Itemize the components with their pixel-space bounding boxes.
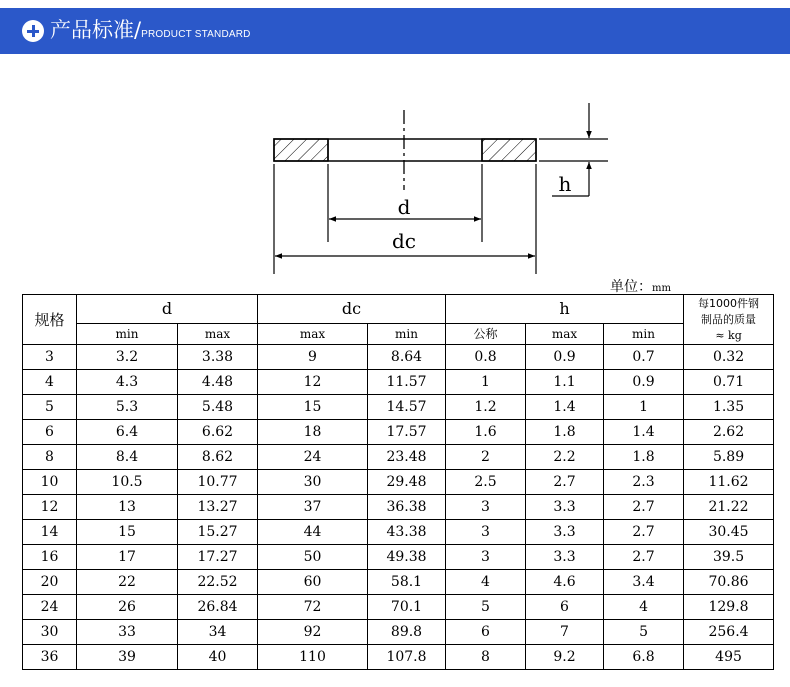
cell-h-nominal: 1.6	[446, 420, 526, 445]
cell-weight: 495	[684, 645, 774, 670]
cell-h-max: 3.3	[526, 495, 604, 520]
cell-spec: 14	[23, 520, 77, 545]
cell-d-max: 26.84	[178, 595, 258, 620]
cell-spec: 24	[23, 595, 77, 620]
cell-h-nominal: 0.8	[446, 345, 526, 370]
cell-weight: 21.22	[684, 495, 774, 520]
cell-weight: 5.89	[684, 445, 774, 470]
table-row	[23, 395, 774, 420]
cell-h-max: 1.1	[526, 370, 604, 395]
sub-header-h-nominal: 公称	[446, 324, 526, 345]
table-row	[23, 445, 774, 470]
cell-dc-min: 36.38	[368, 495, 446, 520]
cell-dc-max: 60	[258, 570, 368, 595]
cell-d-max: 6.62	[178, 420, 258, 445]
cell-spec: 20	[23, 570, 77, 595]
cell-dc-min: 49.38	[368, 545, 446, 570]
table-row	[23, 620, 774, 645]
cell-dc-min: 70.1	[368, 595, 446, 620]
cell-h-nominal: 1	[446, 370, 526, 395]
cell-h-nominal: 4	[446, 570, 526, 595]
cell-weight: 70.86	[684, 570, 774, 595]
cell-h-min: 3.4	[604, 570, 684, 595]
cell-d-max: 3.38	[178, 345, 258, 370]
cell-dc-min: 89.8	[368, 620, 446, 645]
cell-d-max: 5.48	[178, 395, 258, 420]
cell-h-min: 4	[604, 595, 684, 620]
cell-h-max: 2.2	[526, 445, 604, 470]
cell-dc-max: 18	[258, 420, 368, 445]
cell-spec: 6	[23, 420, 77, 445]
cell-d-min: 39	[77, 645, 178, 670]
cell-h-min: 1	[604, 395, 684, 420]
cell-dc-max: 24	[258, 445, 368, 470]
cell-spec: 12	[23, 495, 77, 520]
cell-d-min: 3.2	[77, 345, 178, 370]
cell-h-min: 1.8	[604, 445, 684, 470]
cell-h-nominal: 2	[446, 445, 526, 470]
cell-weight: 2.62	[684, 420, 774, 445]
cell-h-max: 3.3	[526, 545, 604, 570]
cell-dc-min: 23.48	[368, 445, 446, 470]
cell-spec: 30	[23, 620, 77, 645]
cell-h-nominal: 3	[446, 520, 526, 545]
cell-dc-max: 30	[258, 470, 368, 495]
cell-dc-min: 107.8	[368, 645, 446, 670]
sub-header-dc-min: min	[368, 324, 446, 345]
cell-weight: 0.32	[684, 345, 774, 370]
unit-value: mm	[652, 283, 671, 294]
cell-d-max: 17.27	[178, 545, 258, 570]
cell-dc-min: 58.1	[368, 570, 446, 595]
sub-header-d-min: min	[77, 324, 178, 345]
cell-d-max: 15.27	[178, 520, 258, 545]
cell-h-max: 9.2	[526, 645, 604, 670]
cell-weight: 129.8	[684, 595, 774, 620]
dimension-lines	[275, 103, 589, 256]
cell-d-max: 40	[178, 645, 258, 670]
weight-header-line2: 制品的质量	[701, 312, 757, 326]
cell-h-max: 4.6	[526, 570, 604, 595]
cell-spec: 10	[23, 470, 77, 495]
cell-d-min: 6.4	[77, 420, 178, 445]
cell-spec: 36	[23, 645, 77, 670]
group-dc-header: dc	[258, 295, 446, 324]
table-row	[23, 470, 774, 495]
label-d: d	[397, 195, 411, 219]
cell-weight: 11.62	[684, 470, 774, 495]
cell-h-max: 7	[526, 620, 604, 645]
cell-dc-max: 72	[258, 595, 368, 620]
table-row	[23, 495, 774, 520]
unit-label	[610, 276, 671, 296]
header-row-1	[23, 295, 774, 324]
cell-d-min: 8.4	[77, 445, 178, 470]
cell-h-max: 1.4	[526, 395, 604, 420]
table-row	[23, 520, 774, 545]
weight-header-unit: ≈ kg	[715, 328, 742, 342]
cell-h-max: 1.8	[526, 420, 604, 445]
cell-d-min: 5.3	[77, 395, 178, 420]
spec-table	[22, 294, 774, 670]
cell-d-min: 33	[77, 620, 178, 645]
cell-spec: 16	[23, 545, 77, 570]
cell-weight: 39.5	[684, 545, 774, 570]
cell-dc-max: 12	[258, 370, 368, 395]
cell-d-min: 17	[77, 545, 178, 570]
weight-header-line1: 每1000件钢	[698, 296, 760, 310]
washer-section	[274, 139, 536, 161]
cell-dc-min: 8.64	[368, 345, 446, 370]
cell-h-max: 3.3	[526, 520, 604, 545]
banner-title-cn: 产品标准/	[50, 18, 142, 42]
cell-h-min: 0.7	[604, 345, 684, 370]
cell-h-max: 2.7	[526, 470, 604, 495]
table-row	[23, 370, 774, 395]
cell-d-min: 13	[77, 495, 178, 520]
cell-d-max: 10.77	[178, 470, 258, 495]
cell-d-min: 26	[77, 595, 178, 620]
cell-dc-max: 92	[258, 620, 368, 645]
cell-h-nominal: 3	[446, 495, 526, 520]
sub-header-h-max: max	[526, 324, 604, 345]
cell-h-min: 2.3	[604, 470, 684, 495]
cell-d-min: 15	[77, 520, 178, 545]
cell-weight: 30.45	[684, 520, 774, 545]
cell-dc-min: 11.57	[368, 370, 446, 395]
sub-header-d-max: max	[178, 324, 258, 345]
cell-spec: 8	[23, 445, 77, 470]
cell-h-min: 2.7	[604, 520, 684, 545]
cell-h-nominal: 2.5	[446, 470, 526, 495]
table-row	[23, 420, 774, 445]
cell-d-max: 22.52	[178, 570, 258, 595]
col-spec-header: 规格	[23, 295, 77, 345]
cell-d-max: 4.48	[178, 370, 258, 395]
cell-h-min: 0.9	[604, 370, 684, 395]
cell-weight: 256.4	[684, 620, 774, 645]
cell-dc-max: 50	[258, 545, 368, 570]
cell-h-min: 5	[604, 620, 684, 645]
banner-title-en: PRODUCT STANDARD	[141, 29, 251, 40]
cell-h-max: 0.9	[526, 345, 604, 370]
cell-d-max: 13.27	[178, 495, 258, 520]
cell-d-min: 10.5	[77, 470, 178, 495]
cell-h-min: 1.4	[604, 420, 684, 445]
group-d-header: d	[77, 295, 258, 324]
cell-spec: 5	[23, 395, 77, 420]
cell-h-nominal: 8	[446, 645, 526, 670]
sub-header-dc-max: max	[258, 324, 368, 345]
cell-h-min: 2.7	[604, 495, 684, 520]
table-row	[23, 570, 774, 595]
table-row	[23, 645, 774, 670]
cell-dc-min: 29.48	[368, 470, 446, 495]
table-row	[23, 345, 774, 370]
washer-drawing	[0, 0, 790, 290]
cell-dc-min: 14.57	[368, 395, 446, 420]
cell-h-max: 6	[526, 595, 604, 620]
table-row	[23, 545, 774, 570]
cell-d-min: 22	[77, 570, 178, 595]
cell-dc-max: 9	[258, 345, 368, 370]
unit-text: 单位：	[610, 279, 652, 295]
cell-d-min: 4.3	[77, 370, 178, 395]
cell-h-nominal: 6	[446, 620, 526, 645]
cell-h-nominal: 1.2	[446, 395, 526, 420]
cell-h-nominal: 3	[446, 545, 526, 570]
cell-dc-max: 15	[258, 395, 368, 420]
cell-dc-max: 110	[258, 645, 368, 670]
cell-dc-max: 37	[258, 495, 368, 520]
cell-spec: 3	[23, 345, 77, 370]
cell-dc-min: 17.57	[368, 420, 446, 445]
cell-weight: 1.35	[684, 395, 774, 420]
cell-h-nominal: 5	[446, 595, 526, 620]
cell-h-min: 6.8	[604, 645, 684, 670]
sub-header-h-min: min	[604, 324, 684, 345]
label-h: h	[558, 172, 572, 196]
cell-dc-min: 43.38	[368, 520, 446, 545]
cell-dc-max: 44	[258, 520, 368, 545]
table-row	[23, 595, 774, 620]
cell-h-min: 2.7	[604, 545, 684, 570]
weight-header	[684, 295, 774, 345]
cell-spec: 4	[23, 370, 77, 395]
header-row-2	[23, 324, 774, 345]
cell-weight: 0.71	[684, 370, 774, 395]
cell-d-max: 8.62	[178, 445, 258, 470]
cell-d-max: 34	[178, 620, 258, 645]
label-dc: dc	[391, 229, 417, 253]
group-h-header: h	[446, 295, 684, 324]
